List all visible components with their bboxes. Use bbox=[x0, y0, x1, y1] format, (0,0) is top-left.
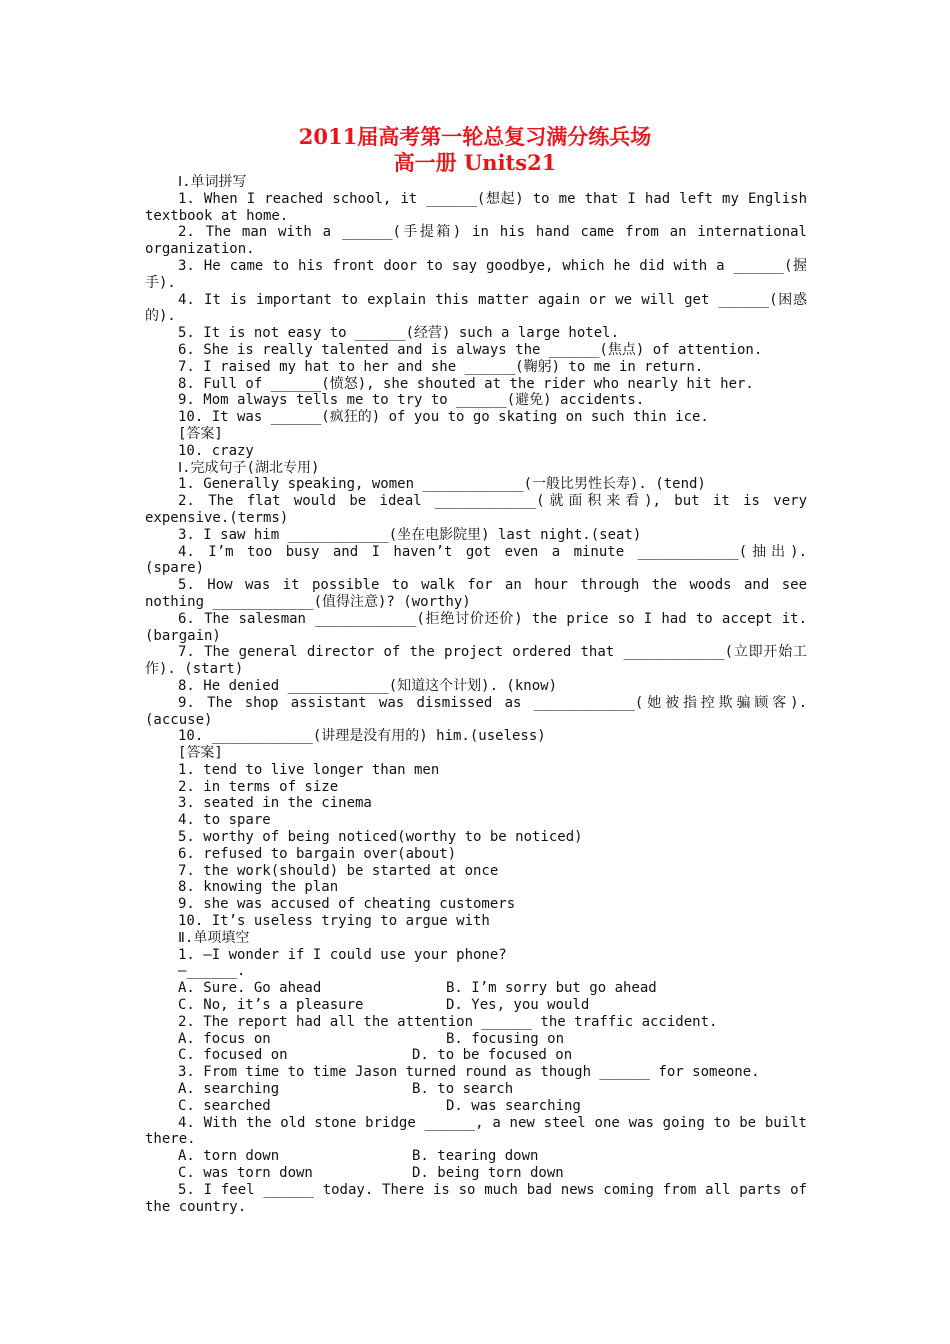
answer-line: 1. tend to live longer than men bbox=[178, 761, 440, 778]
option-row bbox=[145, 980, 807, 997]
answer-line: 10. crazy bbox=[178, 442, 254, 459]
question-line: 5. It is not easy to ______(经营) such a large hotel. bbox=[178, 325, 620, 342]
question-line: 2. The report had all the attention ______ the traffic accident. bbox=[178, 1013, 718, 1030]
question-line: (accuse) bbox=[145, 711, 213, 728]
question-line: 7. The general director of the project ordered that ____________(立即开始工 bbox=[178, 644, 807, 661]
option-d: D. was searching bbox=[446, 1097, 581, 1114]
answer-line: 8. knowing the plan bbox=[178, 879, 339, 896]
question-line: textbook at home. bbox=[145, 207, 289, 224]
option-row bbox=[145, 1031, 807, 1048]
question-line: 1. Generally speaking, women ____________(一般比男性长寿). (tend) bbox=[178, 476, 706, 493]
question-line: 9. The shop assistant was dismissed as ____________(她被指控欺骗顾客). bbox=[178, 694, 807, 711]
question-line: —______. bbox=[178, 963, 246, 980]
option-c: C. focused on bbox=[178, 1047, 288, 1064]
question-line: 3. I saw him ____________(坐在电影院里) last night.(seat) bbox=[178, 526, 642, 543]
question-line: 8. Full of ______(愤怒), she shouted at the rider who nearly hit her. bbox=[178, 375, 754, 392]
answer-line: 9. she was accused of cheating customers bbox=[178, 896, 516, 913]
question-line: the country. bbox=[145, 1198, 247, 1215]
option-b: B. tearing down bbox=[412, 1148, 539, 1165]
question-line: nothing ____________(值得注意)? (worthy) bbox=[145, 593, 471, 610]
question-line: 作). (start) bbox=[145, 661, 244, 678]
answer-line: 7. the work(should) be started at once bbox=[178, 862, 499, 879]
option-row bbox=[145, 997, 807, 1014]
option-a: A. focus on bbox=[178, 1030, 271, 1047]
question-line: 6. She is really talented and is always the ______(焦点) of attention. bbox=[178, 341, 763, 358]
answer-line: 3. seated in the cinema bbox=[178, 795, 372, 812]
section-heading-multiple-choice: Ⅱ.单项填空 bbox=[178, 929, 250, 946]
question-line: 5. I feel ______ today. There is so much bad news coming from all parts of bbox=[178, 1181, 807, 1198]
question-line: 6. The salesman ____________(拒绝讨价还价) the price so I had to accept it. bbox=[178, 610, 807, 627]
document-title: 2011届高考第一轮总复习满分练兵场 bbox=[298, 124, 652, 149]
question-line: 9. Mom always tells me to try to ______(避免) accidents. bbox=[178, 392, 645, 409]
section-heading-sentences: Ⅰ.完成句子(湖北专用) bbox=[178, 459, 320, 476]
question-line: 2. The flat would be ideal ____________(就面积来看), but it is very bbox=[178, 493, 807, 510]
option-b: B. I’m sorry but go ahead bbox=[446, 980, 657, 997]
question-line: 8. He denied ____________(知道这个计划). (know) bbox=[178, 677, 558, 694]
question-line: there. bbox=[145, 1131, 196, 1148]
question-line: organization. bbox=[145, 241, 255, 258]
question-line: (spare) bbox=[145, 560, 205, 577]
question-line: 4. With the old stone bridge ______, a new steel one was going to be built bbox=[178, 1114, 807, 1131]
answer-line: 6. refused to bargain over(about) bbox=[178, 845, 457, 862]
option-a: A. searching bbox=[178, 1081, 280, 1098]
option-a: A. Sure. Go ahead bbox=[178, 980, 322, 997]
question-line: 的). bbox=[145, 308, 176, 325]
option-c: C. No, it’s a pleasure bbox=[178, 997, 364, 1014]
section-heading-spelling: Ⅰ.单词拼写 bbox=[178, 174, 247, 190]
question-line: 5. How was it possible to walk for an hour through the woods and see bbox=[178, 577, 807, 594]
document-body bbox=[145, 174, 807, 1215]
option-a: A. torn down bbox=[178, 1148, 280, 1165]
answer-line: 4. to spare bbox=[178, 812, 271, 829]
option-b: B. to search bbox=[412, 1081, 514, 1098]
answer-label: [答案] bbox=[178, 745, 223, 762]
question-line: 4. It is important to explain this matter again or we will get ______(困惑 bbox=[178, 291, 807, 308]
question-line: 4. I’m too busy and I haven’t got even a minute ____________(抽出). bbox=[178, 543, 807, 560]
option-c: C. searched bbox=[178, 1097, 271, 1114]
option-row bbox=[145, 1165, 807, 1182]
question-line: 10. It was ______(疯狂的) of you to go skating on such thin ice. bbox=[178, 409, 709, 426]
question-line: expensive.(terms) bbox=[145, 509, 289, 526]
question-line: 1. —I wonder if I could use your phone? bbox=[178, 946, 507, 963]
question-line: (bargain) bbox=[145, 627, 221, 644]
question-line: 手). bbox=[145, 274, 176, 291]
option-b: B. focusing on bbox=[446, 1030, 565, 1047]
option-c: C. was torn down bbox=[178, 1165, 313, 1182]
option-d: D. being torn down bbox=[412, 1165, 564, 1182]
question-line: 10. ____________(讲理是没有用的) him.(useless) bbox=[178, 728, 546, 745]
option-d: D. Yes, you would bbox=[446, 997, 590, 1014]
question-line: 3. From time to time Jason turned round as though ______ for someone. bbox=[178, 1064, 760, 1081]
question-line: 3. He came to his front door to say goodbye, which he did with a ______(握 bbox=[178, 257, 807, 274]
question-line: 7. I raised my hat to her and she ______(鞠躬) to me in return. bbox=[178, 358, 704, 375]
answer-line: 2. in terms of size bbox=[178, 778, 339, 795]
question-line: 1. When I reached school, it ______(想起) to me that I had left my English bbox=[178, 190, 807, 207]
option-row bbox=[145, 1081, 807, 1098]
option-row bbox=[145, 1148, 807, 1165]
option-d: D. to be focused on bbox=[412, 1047, 573, 1064]
option-row bbox=[145, 1047, 807, 1064]
answer-line: 5. worthy of being noticed(worthy to be noticed) bbox=[178, 829, 583, 846]
question-line: 2. The man with a ______(手提箱) in his hand came from an international bbox=[178, 224, 807, 241]
document-subtitle: 高一册 Units21 bbox=[393, 150, 557, 175]
answer-label: [答案] bbox=[178, 425, 223, 442]
option-row bbox=[145, 1098, 807, 1115]
answer-line: 10. It’s useless trying to argue with bbox=[178, 913, 490, 930]
